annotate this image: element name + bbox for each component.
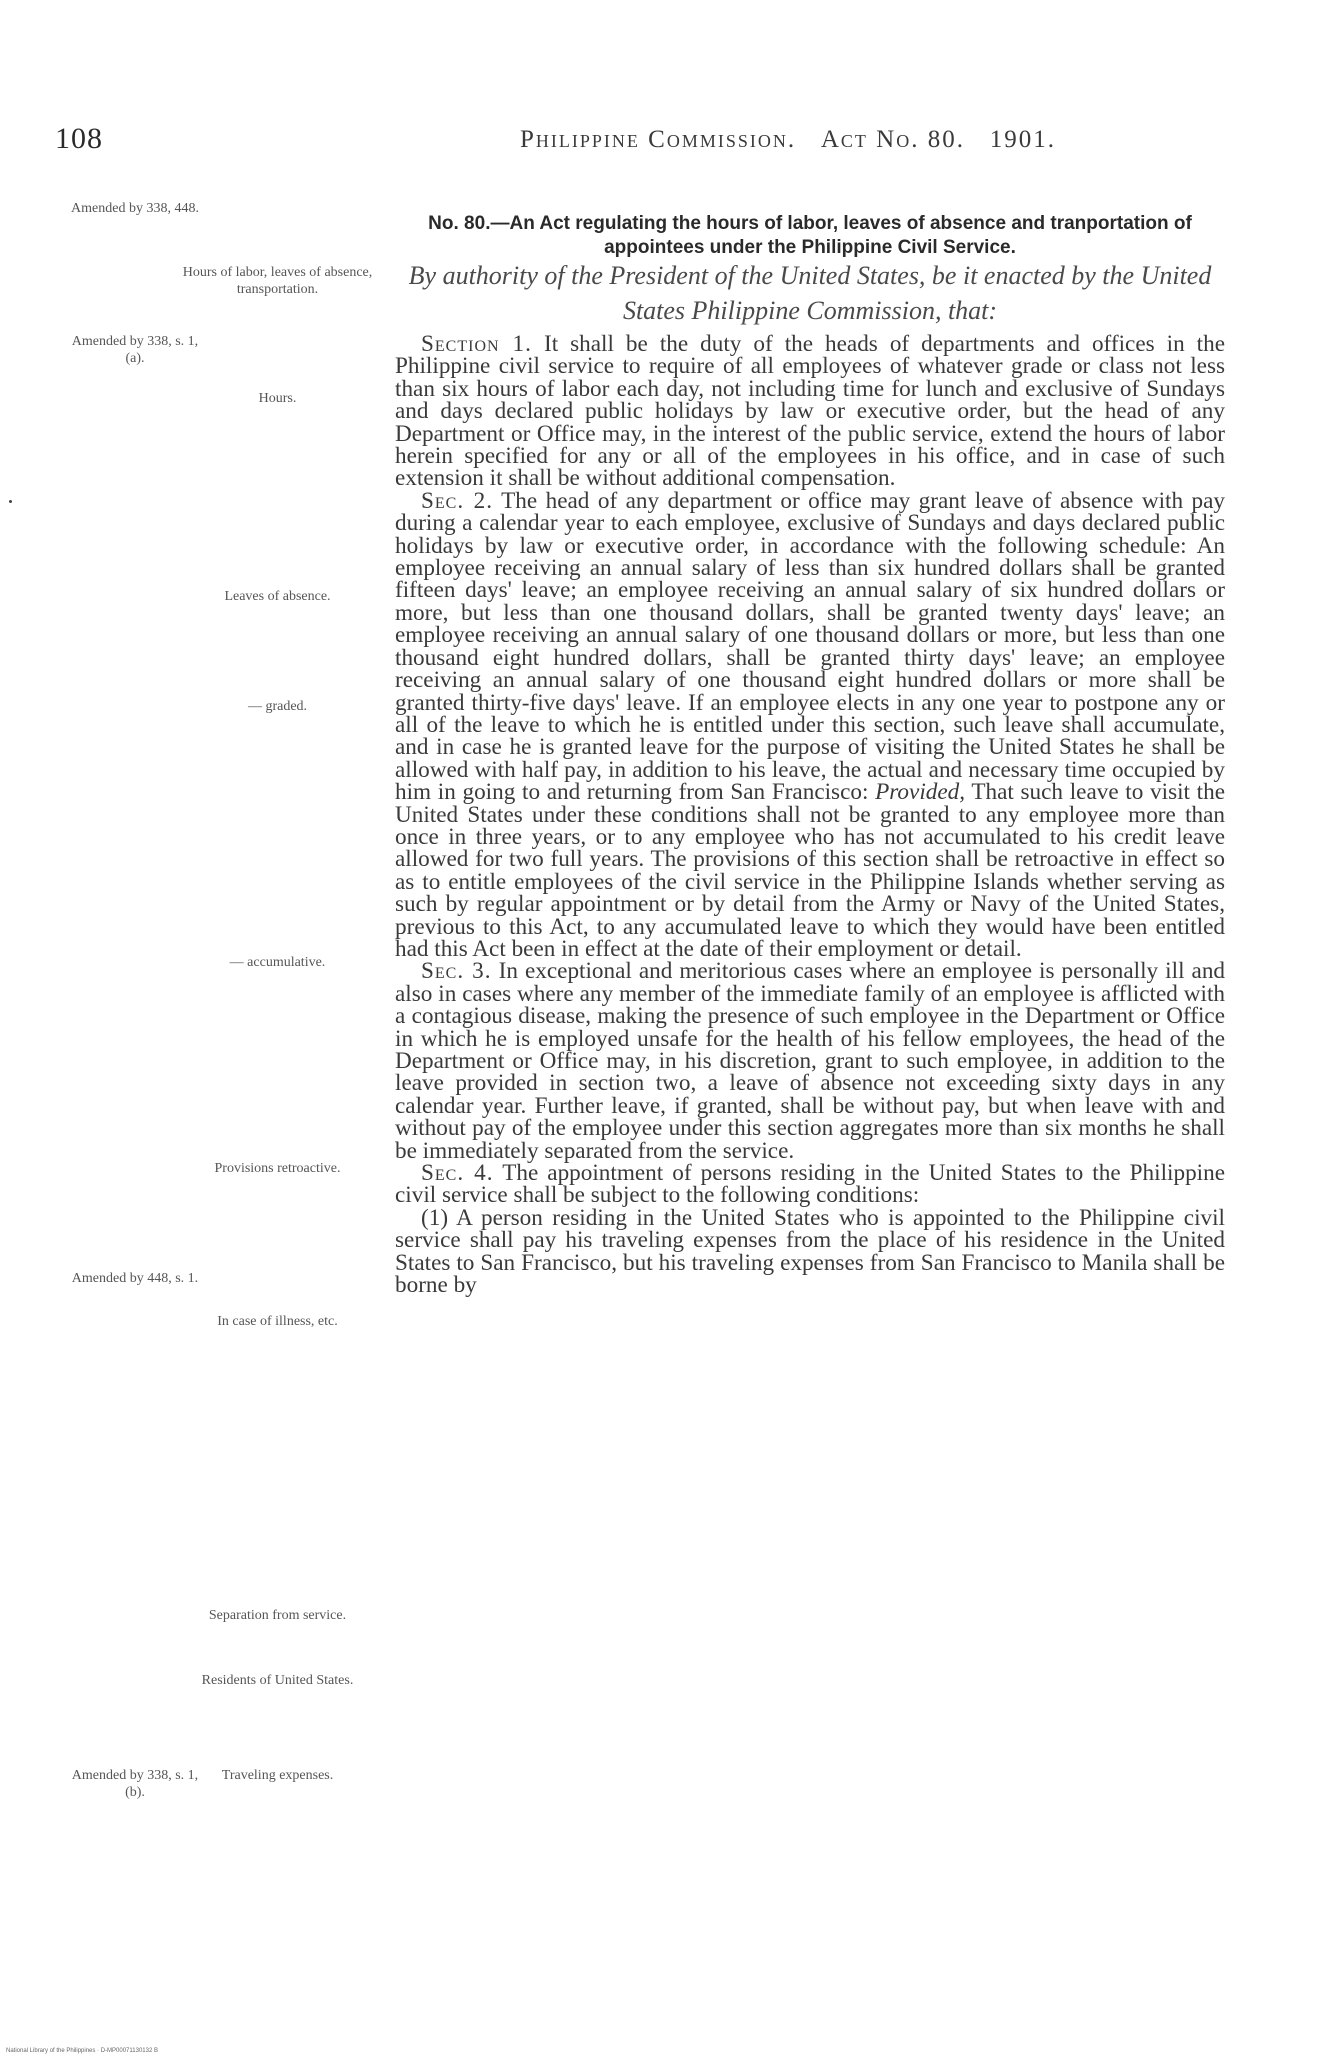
marginal-note: In case of illness, etc.	[217, 1314, 338, 1329]
amendment-note: Amended by 338, s. 1, (b).	[71, 1768, 199, 1800]
amendment-note: Amended by 338, 448.	[71, 201, 199, 216]
running-title	[520, 126, 1056, 154]
marginal-note: Traveling expenses.	[221, 1768, 334, 1783]
act-body	[395, 331, 1226, 1299]
section-3	[395, 960, 1225, 1162]
marginal-note: Provisions retroactive.	[214, 1161, 341, 1176]
section-label: Section 1.	[421, 331, 532, 357]
act-title: No. 80.—An Act regulating the hours of labor, leaves of absence and tranportation of appointees under the Philippine Civil Service.	[428, 213, 1192, 258]
provided-keyword: Provided,	[875, 779, 966, 806]
marginal-note: — accumulative.	[229, 955, 326, 970]
clause-text: A person residing in the United States who is appointed to the Philippine civil service shall pay his traveling expenses from the place of his residence in the United States to San Francisco, but his traveling expenses from San Francisco to Manila shall be borne by	[395, 1204, 1225, 1299]
section-4-clause-1	[395, 1204, 1225, 1299]
running-title-act: Act No. 80.	[820, 126, 965, 153]
amendment-note: Amended by 448, s. 1.	[71, 1271, 199, 1286]
section-label: Sec. 4.	[421, 1160, 494, 1187]
section-label: Sec. 2.	[421, 487, 494, 514]
section-text: In exceptional and meritorious cases where an employee is personally ill and also in cases where any member of the immediate family of an employee is afflicted with a contagious disease, making the presence of such employee in the Department or Office in which he is employed unsafe for the health of his fellow employees, the head of the Department or Office may, in his discretion, grant to such employee, in addition to the leave provided in section two, a leave of absence not exceeding sixty days in any calendar year. Further leave, if granted, shall be without pay, but when leave with and without pay of the employee under this section aggregates more than six months he shall be immediately separated from the service.	[395, 958, 1226, 1164]
marginal-note: Leaves of absence.	[224, 589, 331, 604]
section-4	[395, 1162, 1225, 1207]
enacting-clause: By authority of the President of the United States, be it enacted by the United States Philippine Commission, that:	[408, 261, 1212, 325]
running-title-year: 1901.	[989, 126, 1056, 153]
scan-speck	[9, 500, 12, 503]
marginal-note: Hours.	[258, 391, 297, 406]
section-text: The appointment of persons residing in the United States to the Philippine civil service shall be subject to the following conditions:	[395, 1160, 1225, 1209]
marginal-note: — graded.	[247, 699, 308, 714]
scan-credit: National Library of the Philippines · D-MP00071130132 B	[6, 2048, 158, 2054]
amendment-note: Amended by 338, s. 1, (a).	[71, 334, 199, 366]
section-text: That such leave to visit the United States under these conditions shall not be granted to any employee more than once in three years, or to any employee who has not accumulated to his credit leave allowed for two full years. The provisions of this section shall be retroactive in effect so as to entitle employees of the civil service in the Philippine Islands whether serving as such by regular appointment or by detail from the Army or Navy of the United States, previous to this Act, to any accumulated leave to which they would have been entitled had this Act been in effect at the date of their employment or detail.	[395, 779, 1225, 962]
section-text: It shall be the duty of the heads of departments and offices in the Philippine civil service to require of all employees of whatever grade or class not less than six hours of labor each day, not including time for lunch and exclusive of Sundays and days declared public holidays by law or executive order, but the head of any Department or Office may, in the interest of the public service, extend the hours of labor herein specified for any or all of the employees in his office, and in case of such extension it shall be without additional compensation.	[395, 331, 1226, 492]
section-1	[395, 333, 1225, 490]
marginal-note: Separation from service.	[208, 1608, 347, 1623]
section-label: Sec. 3.	[421, 958, 492, 985]
page-number: 108	[55, 122, 103, 155]
marginal-note: Hours of labor, leaves of absence, transportation.	[182, 265, 373, 297]
section-2	[395, 487, 1225, 962]
running-title-commission: Philippine Commission.	[520, 126, 797, 153]
marginal-note: Residents of United States.	[201, 1673, 354, 1688]
section-text: The head of any department or office may grant leave of absence with pay during a calendar year to each employee, exclusive of Sundays and days declared public holidays by law or executive order, in accordance with the following schedule: An employee receiving an annual salary of less than six hundred dollars shall be granted fifteen days' leave; an employee receiving an annual salary of six hundred dollars or more, but less than one thousand dollars, shall be granted twenty days' leave; an employee receiving an annual salary of one thousand dollars or more, but less than one thousand eight hundred dollars, shall be granted thirty days' leave; an employee receiving an annual salary of one thousand eight hundred dollars or more shall be granted thirty-five days' leave. If an employee elects in any one year to postpone any or all of the leave to which he is entitled under this section, such leave shall accumulate, and in case he is granted leave for the purpose of visiting the United States he shall be allowed with half pay, in addition to his leave, the actual and necessary time occupied by him in going to and returning from San Francisco:	[395, 487, 1225, 806]
clause-label: (1)	[421, 1204, 449, 1231]
